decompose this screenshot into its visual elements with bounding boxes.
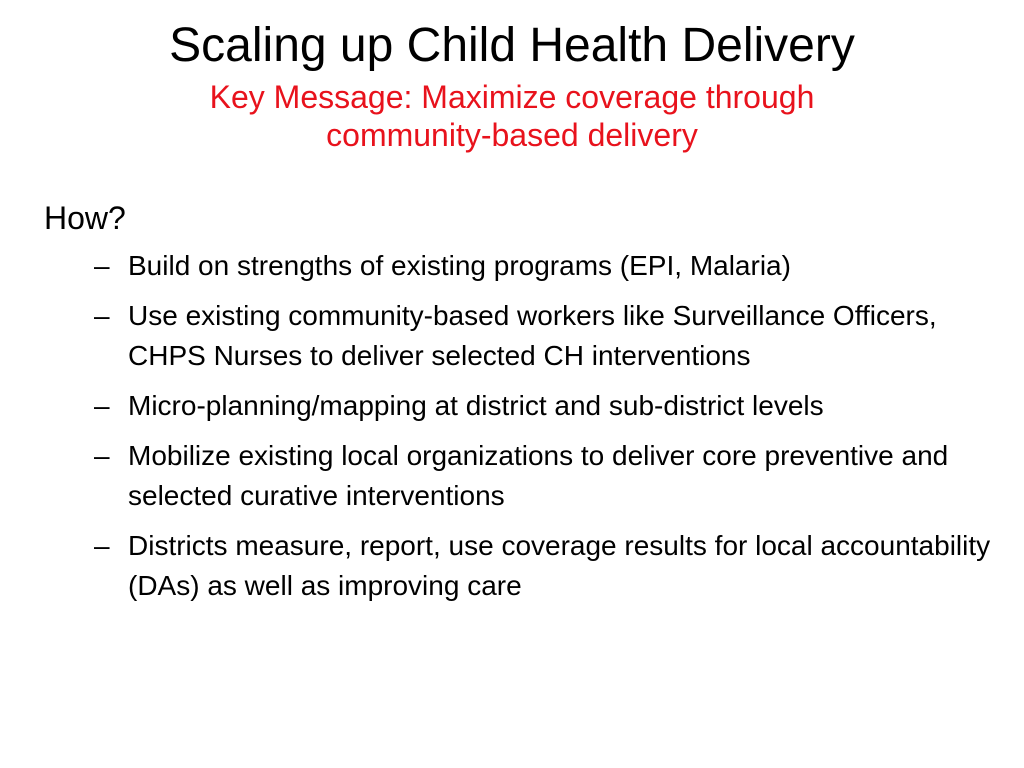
- dash-marker: –: [94, 300, 110, 331]
- dash-marker: –: [94, 440, 110, 471]
- bullet-list: [44, 246, 994, 606]
- bullet-item: [94, 386, 994, 426]
- bullet-text: Districts measure, report, use coverage results for local accountability (DAs) as well as improving care: [128, 530, 991, 601]
- bullet-item: [94, 296, 994, 376]
- dash-marker: –: [94, 390, 110, 421]
- dash-marker: –: [94, 530, 110, 561]
- bullet-text: Use existing community-based workers like Surveillance Officers, CHPS Nurses to deliver selected CH interventions: [128, 300, 937, 371]
- bullet-item: [94, 526, 994, 606]
- bullet-item: [94, 246, 994, 286]
- title-block: [40, 18, 984, 154]
- key-message-subtitle: [40, 78, 984, 154]
- bullet-text: Build on strengths of existing programs (EPI, Malaria): [128, 250, 791, 281]
- subtitle-line-2: community-based delivery: [326, 117, 698, 153]
- slide-content: [44, 198, 994, 616]
- bullet-text: Mobilize existing local organizations to deliver core preventive and selected curative interventions: [128, 440, 949, 511]
- slide-title: Scaling up Child Health Delivery: [169, 19, 855, 72]
- how-heading: How?: [44, 200, 126, 236]
- dash-marker: –: [94, 250, 110, 281]
- bullet-item: [94, 436, 994, 516]
- bullet-text: Micro-planning/mapping at district and sub-district levels: [128, 390, 824, 421]
- subtitle-line-1: Key Message: Maximize coverage through: [209, 79, 815, 115]
